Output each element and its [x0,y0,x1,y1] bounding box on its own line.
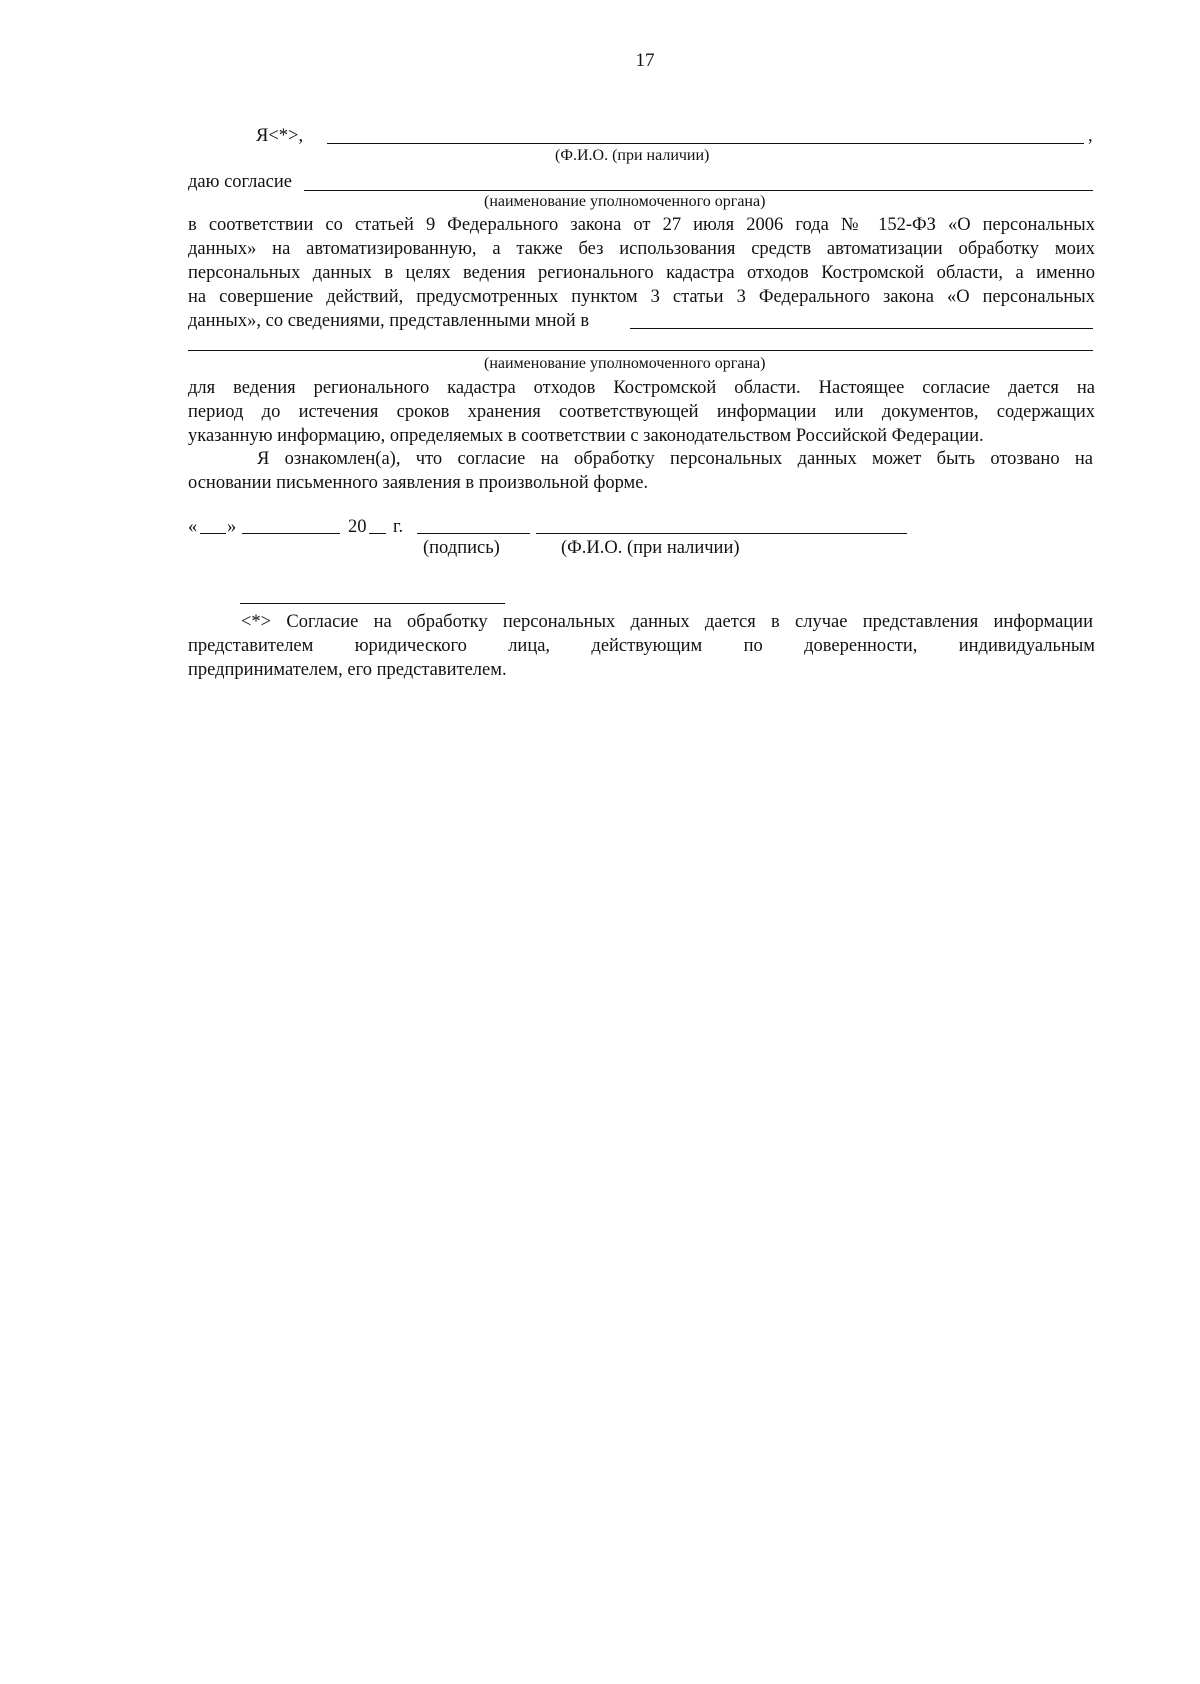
signature-fio-blank-line[interactable] [536,533,907,534]
provided-line: данных», со сведениями, представленными мной в [188,311,590,331]
organ-blank-line-2[interactable] [188,350,1093,351]
organ-blank-line[interactable] [304,190,1093,191]
signature-blank-line[interactable] [417,533,530,534]
body-line: данных» на автоматизированную, а также без использования средств автоматизации обработку моих [188,239,1095,259]
footnote-line: <*> Согласие на обработку персональных данных дается в случае представления информации [241,612,1093,632]
date-day-blank[interactable] [200,533,226,534]
date-quote-open: « [188,517,198,537]
footnote-line: представителем юридического лица, действующим по доверенности, индивидуальным [188,636,1095,656]
organ-caption: (наименование уполномоченного органа) [484,193,766,210]
consent-label: даю согласие [188,172,292,192]
signature-fio-caption: (Ф.И.О. (при наличии) [561,538,740,558]
purpose-line: для ведения регионального кадастра отходов Костромской области. Настоящее согласие дается на [188,378,1095,398]
purpose-line: период до истечения сроков хранения соответствующей информации или документов, содержащих [188,402,1095,422]
date-year-suffix: г. [393,517,404,537]
revocation-line: Я ознакомлен(а), что согласие на обработку персональных данных может быть отозвано на [257,449,1093,469]
page-number: 17 [635,50,655,71]
date-year-prefix: 20 [348,517,367,537]
footnote-separator [240,603,505,604]
organ-caption-2: (наименование уполномоченного органа) [484,355,766,372]
body-line: в соответствии со статьей 9 Федерального закона от 27 июля 2006 года № 152-ФЗ «О персональных [188,215,1095,235]
signature-caption: (подпись) [423,538,500,558]
body-line: персональных данных в целях ведения регионального кадастра отходов Костромской области, а именно [188,263,1095,283]
intro-trailing-comma: , [1088,126,1093,146]
date-month-blank[interactable] [242,533,340,534]
fio-blank-line[interactable] [327,143,1084,144]
provided-organ-blank-line[interactable] [630,328,1093,329]
intro-prefix: Я<*>, [256,126,304,146]
body-line: на совершение действий, предусмотренных пунктом 3 статьи 3 Федерального закона «О персональных [188,287,1095,307]
footnote-line: предпринимателем, его представителем. [188,660,507,680]
revocation-line: основании письменного заявления в произвольной форме. [188,473,649,493]
purpose-line: указанную информацию, определяемых в соответствии с законодательством Российской Федерации. [188,426,984,446]
fio-caption: (Ф.И.О. (при наличии) [555,147,710,164]
date-quote-close: » [227,517,237,537]
date-year-blank[interactable] [369,533,386,534]
